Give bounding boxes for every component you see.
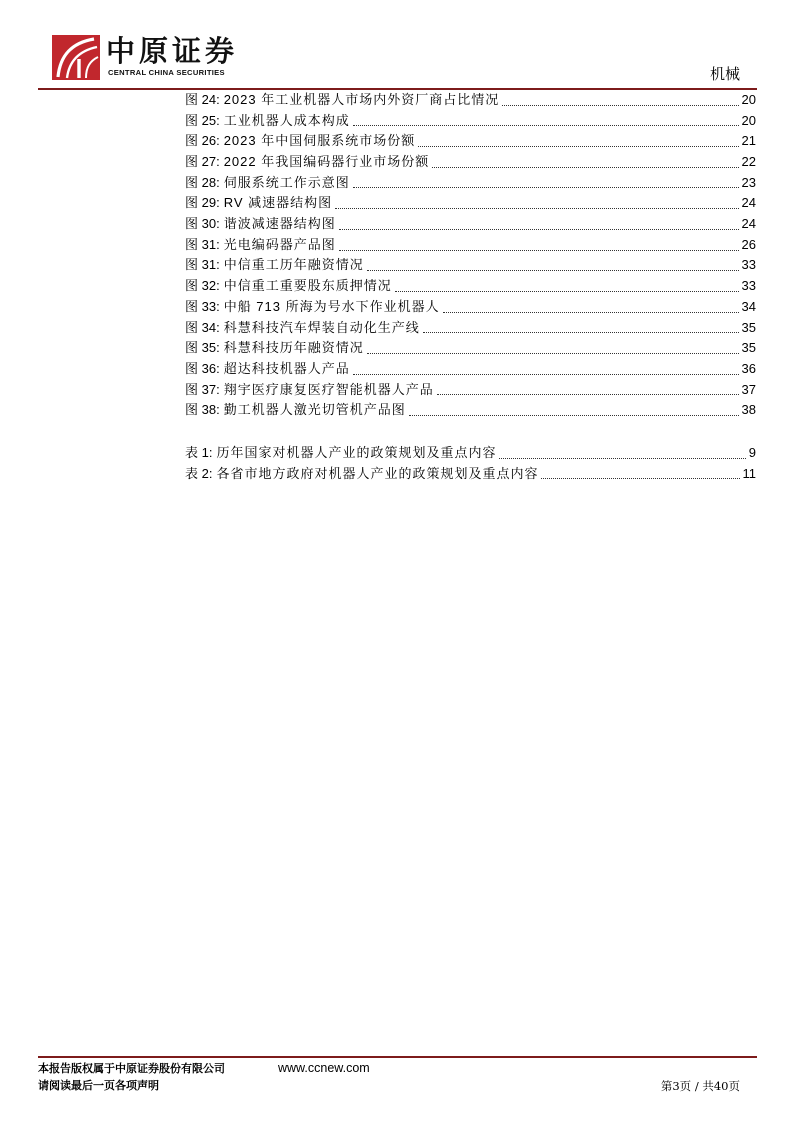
entry-label: 图 30: [185, 216, 220, 232]
entry-page-number: 23 [741, 174, 756, 190]
dot-leader [367, 269, 739, 271]
entry-page-number: 24 [741, 195, 756, 211]
dot-leader [353, 124, 739, 126]
entry-page-number: 35 [741, 340, 756, 356]
entry-title: 2023 年中国伺服系统市场份额 [223, 133, 416, 149]
figure-entry[interactable] [185, 214, 756, 235]
dot-leader [437, 393, 739, 395]
entry-page-number: 33 [741, 257, 756, 273]
dot-leader [339, 249, 739, 251]
figure-entry[interactable] [185, 193, 756, 214]
entry-title: 中船 713 所海为号水下作业机器人 [223, 298, 440, 314]
entry-title: 翔宇医疗康复医疗智能机器人产品 [223, 381, 434, 397]
figure-entry[interactable] [185, 297, 756, 318]
entry-title: 工业机器人成本构成 [223, 112, 350, 128]
table-entry[interactable] [185, 443, 756, 464]
entry-page-number: 24 [741, 216, 756, 232]
entry-page-number: 22 [741, 154, 756, 170]
figure-entry[interactable] [185, 276, 756, 297]
company-logo [52, 35, 238, 81]
logo-name-en: CENTRAL CHINA SECURITIES [108, 68, 225, 77]
figure-entry[interactable] [185, 111, 756, 132]
list-of-tables [185, 443, 756, 484]
entry-title: 科慧科技汽车焊装自动化生产线 [223, 319, 420, 335]
dot-leader [541, 477, 739, 479]
figure-entry[interactable] [185, 256, 756, 277]
list-of-figures [185, 90, 756, 421]
entry-title: 光电编码器产品图 [223, 236, 336, 252]
dot-leader [432, 166, 738, 168]
entry-label: 图 38: [185, 402, 220, 418]
figure-entry[interactable] [185, 400, 756, 421]
entry-title: 2023 年工业机器人市场内外资厂商占比情况 [223, 91, 500, 107]
entry-title: 伺服系统工作示意图 [223, 174, 350, 190]
copyright-notice: 本报告版权属于中原证券股份有限公司 [38, 1062, 225, 1075]
entry-page-number: 20 [741, 91, 756, 107]
dot-leader [418, 145, 738, 147]
entry-label: 图 35: [185, 340, 220, 356]
entry-title: 中信重工历年融资情况 [223, 257, 364, 273]
dot-leader [443, 311, 739, 313]
dot-leader [353, 373, 739, 375]
figure-entry[interactable] [185, 173, 756, 194]
logo-mark-icon [52, 35, 100, 80]
entry-title: RV 减速器结构图 [223, 195, 333, 211]
entry-label: 图 36: [185, 360, 220, 376]
entry-label: 图 37: [185, 381, 220, 397]
dot-leader [423, 331, 739, 333]
entry-label: 图 34: [185, 319, 220, 335]
dot-leader [353, 186, 739, 188]
entry-title: 勤工机器人激光切管机产品图 [223, 402, 406, 418]
entry-label: 图 25: [185, 112, 220, 128]
entry-page-number: 34 [741, 298, 756, 314]
entry-title: 超达科技机器人产品 [223, 360, 350, 376]
disclaimer-notice: 请阅读最后一页各项声明 [38, 1079, 159, 1092]
entry-title: 各省市地方政府对机器人产业的政策规划及重点内容 [216, 465, 539, 481]
entry-page-number: 20 [741, 112, 756, 128]
figure-entry[interactable] [185, 359, 756, 380]
entry-label: 图 33: [185, 298, 220, 314]
entry-page-number: 21 [741, 133, 756, 149]
entry-page-number: 37 [741, 381, 756, 397]
website-link[interactable]: www.ccnew.com [278, 1061, 370, 1075]
dot-leader [335, 207, 738, 209]
footer-divider [38, 1056, 757, 1058]
figure-entry[interactable] [185, 235, 756, 256]
entry-title: 2022 年我国编码器行业市场份额 [223, 154, 430, 170]
entry-label: 表 1: [185, 444, 213, 460]
dot-leader [395, 290, 739, 292]
figure-entry[interactable] [185, 318, 756, 339]
entry-page-number: 26 [741, 236, 756, 252]
entry-label: 图 28: [185, 174, 220, 190]
entry-page-number: 35 [741, 319, 756, 335]
entry-page-number: 38 [741, 402, 756, 418]
entry-title: 谐波减速器结构图 [223, 216, 336, 232]
sector-label: 机械 [709, 65, 740, 83]
entry-title: 历年国家对机器人产业的政策规划及重点内容 [216, 444, 497, 460]
figure-entry[interactable] [185, 338, 756, 359]
dot-leader [499, 457, 745, 459]
logo-name-cn: 中原证券 [106, 34, 239, 68]
entry-label: 表 2: [185, 465, 213, 481]
logo-wordmark [106, 35, 238, 78]
page-number: 第3页 / 共40页 [660, 1079, 740, 1093]
figure-entry[interactable] [185, 90, 756, 111]
table-entry[interactable] [185, 464, 756, 485]
figure-entry[interactable] [185, 131, 756, 152]
entry-label: 图 24: [185, 91, 220, 107]
dot-leader [339, 228, 739, 230]
entry-page-number: 9 [748, 444, 756, 460]
entry-title: 科慧科技历年融资情况 [223, 340, 364, 356]
entry-title: 中信重工重要股东质押情况 [223, 278, 392, 294]
dot-leader [367, 352, 739, 354]
entry-label: 图 29: [185, 195, 220, 211]
dot-leader [409, 414, 739, 416]
entry-label: 图 27: [185, 154, 220, 170]
entry-page-number: 36 [741, 360, 756, 376]
entry-page-number: 33 [741, 278, 756, 294]
entry-label: 图 26: [185, 133, 220, 149]
figure-entry[interactable] [185, 380, 756, 401]
entry-page-number: 11 [742, 465, 756, 481]
entry-label: 图 31: [185, 257, 220, 273]
dot-leader [502, 104, 738, 106]
figure-entry[interactable] [185, 152, 756, 173]
entry-label: 图 31: [185, 236, 220, 252]
entry-label: 图 32: [185, 278, 220, 294]
